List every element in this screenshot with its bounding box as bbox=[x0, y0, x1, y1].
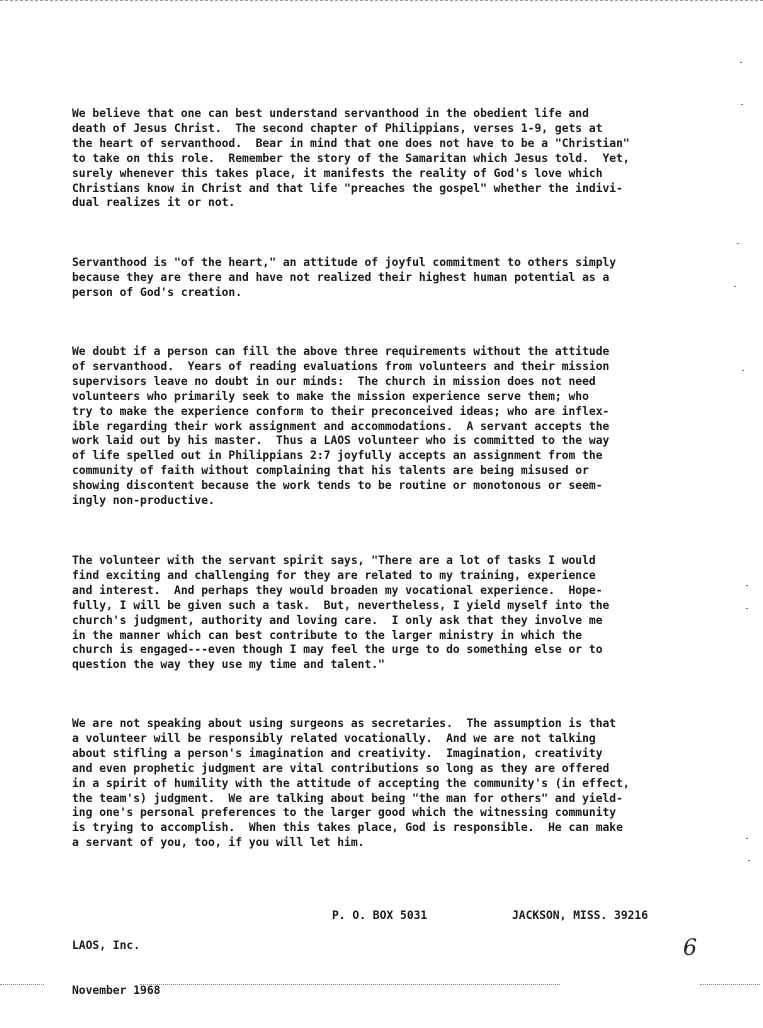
footer-city: JACKSON, MISS. 39216 bbox=[512, 909, 649, 922]
paragraph-line: death of Jesus Christ. The second chapter of Philippians, verses 1-9, gets at bbox=[72, 121, 603, 135]
footer-box: P. O. BOX 5031 bbox=[332, 909, 428, 922]
paragraph-line: find exciting and challenging for they are related to my training, experience bbox=[72, 568, 596, 582]
paragraph-line: ingly non-productive. bbox=[72, 494, 215, 508]
scan-speck bbox=[746, 608, 748, 609]
paragraph-line: a volunteer will be responsibly related vocationally. And we are not talking bbox=[72, 731, 596, 745]
paragraph-line: the heart of servanthood. Bear in mind that one does not have to be a "Christian" bbox=[72, 136, 630, 150]
paragraph-line: and interest. And perhaps they would broaden my vocational experience. Hope- bbox=[72, 583, 603, 597]
paragraph-attitude-of-servanthood bbox=[72, 345, 688, 509]
bottom-edge-mark bbox=[140, 984, 560, 985]
paragraph-line: because they are there and have not realized their highest human potential as a bbox=[72, 270, 610, 284]
paragraph-line: We believe that one can best understand servanthood in the obedient life and bbox=[72, 107, 589, 120]
scan-speck bbox=[748, 860, 750, 861]
footer-org-block bbox=[72, 908, 160, 1028]
paragraph-line: try to make the experience conform to their preconceived ideas; who are inflex- bbox=[72, 404, 610, 418]
scan-speck bbox=[742, 370, 744, 371]
paragraph-line: ing one's personal preferences to the larger good which the witnessing community bbox=[72, 806, 617, 820]
scan-speck bbox=[737, 243, 739, 244]
paragraph-servanthood-christ bbox=[72, 107, 688, 211]
scan-speck bbox=[741, 104, 743, 105]
paragraph-servant-spirit bbox=[72, 554, 688, 673]
paragraph-line: We doubt if a person can fill the above three requirements without the attitude bbox=[72, 345, 610, 358]
paragraph-line: of servanthood. Years of reading evaluations from volunteers and their mission bbox=[72, 359, 610, 373]
paragraph-line: showing discontent because the work tends to be routine or monotonous or seem- bbox=[72, 479, 603, 493]
paragraph-of-the-heart bbox=[72, 256, 688, 301]
paragraph-line: and even prophetic judgment are vital contributions so long as they are offered bbox=[72, 761, 610, 775]
paragraph-line: volunteers who primarily seek to make the mission experience serve them; who bbox=[72, 389, 589, 403]
paragraph-line: a servant of you, too, if you will let him. bbox=[72, 836, 365, 850]
paragraph-line: ible regarding their work assignment and accommodations. A servant accepts the bbox=[72, 419, 610, 433]
paragraph-line: in a spirit of humility with the attitude of accepting the community's (in effect, bbox=[72, 776, 630, 790]
paragraph-line: church is engaged---even though I may feel the urge to do something else or to bbox=[72, 643, 603, 657]
scan-speck bbox=[746, 838, 748, 839]
paragraph-line: to take on this role. Remember the story of the Samaritan which Jesus told. Yet, bbox=[72, 151, 630, 165]
paragraph-line: in the manner which can best contribute to the larger ministry in which the bbox=[72, 628, 583, 642]
scan-speck bbox=[734, 286, 736, 287]
paragraph-line: work laid out by his master. Thus a LAOS volunteer who is committed to the way bbox=[72, 434, 610, 448]
paragraph-line: is trying to accomplish. When this takes place, God is responsible. He can make bbox=[72, 821, 623, 835]
paragraph-line: person of God's creation. bbox=[72, 285, 243, 299]
scan-speck bbox=[746, 585, 748, 586]
paragraph-surgeons-secretaries bbox=[72, 717, 688, 851]
top-border-rule bbox=[0, 0, 763, 1]
paragraph-line: supervisors leave no doubt in our minds: The church in mission does not need bbox=[72, 374, 596, 388]
paragraph-line: surely whenever this takes place, it manifests the reality of God's love which bbox=[72, 166, 603, 180]
paragraph-line: The volunteer with the servant spirit says, "There are a lot of tasks I would bbox=[72, 554, 596, 567]
paragraph-line: Christians know in Christ and that life "preaches the gospel" whether the indivi- bbox=[72, 181, 623, 195]
paragraph-line: of life spelled out in Philippians 2:7 joyfully accepts an assignment from the bbox=[72, 449, 603, 463]
paragraph-line: We are not speaking about using surgeons as secretaries. The assumption is that bbox=[72, 717, 617, 730]
paragraph-line: the team's) judgment. We are talking about being "the man for others" and yield- bbox=[72, 791, 623, 805]
paragraph-line: Servanthood is "of the heart," an attitude of joyful commitment to others simply bbox=[72, 256, 617, 269]
scan-speck bbox=[740, 62, 742, 63]
bottom-edge-mark bbox=[0, 984, 44, 985]
handwritten-page-number: 6 bbox=[683, 936, 697, 961]
paragraph-line: church's judgment, authority and loving care. I only ask that they involve me bbox=[72, 613, 603, 627]
paragraph-line: dual realizes it or not. bbox=[72, 196, 236, 210]
paragraph-line: about stifling a person's imagination and creativity. Imagination, creativity bbox=[72, 746, 603, 760]
paragraph-line: fully, I will be given such a task. But, nevertheless, I yield myself into the bbox=[72, 598, 610, 612]
footer-date: November 1968 bbox=[72, 984, 161, 997]
footer-org: LAOS, Inc. bbox=[72, 939, 141, 952]
bottom-edge-mark bbox=[700, 984, 760, 985]
paragraph-line: question the way they use my time and talent." bbox=[72, 658, 385, 672]
paragraph-line: community of faith without complaining that his talents are being misused or bbox=[72, 464, 589, 478]
